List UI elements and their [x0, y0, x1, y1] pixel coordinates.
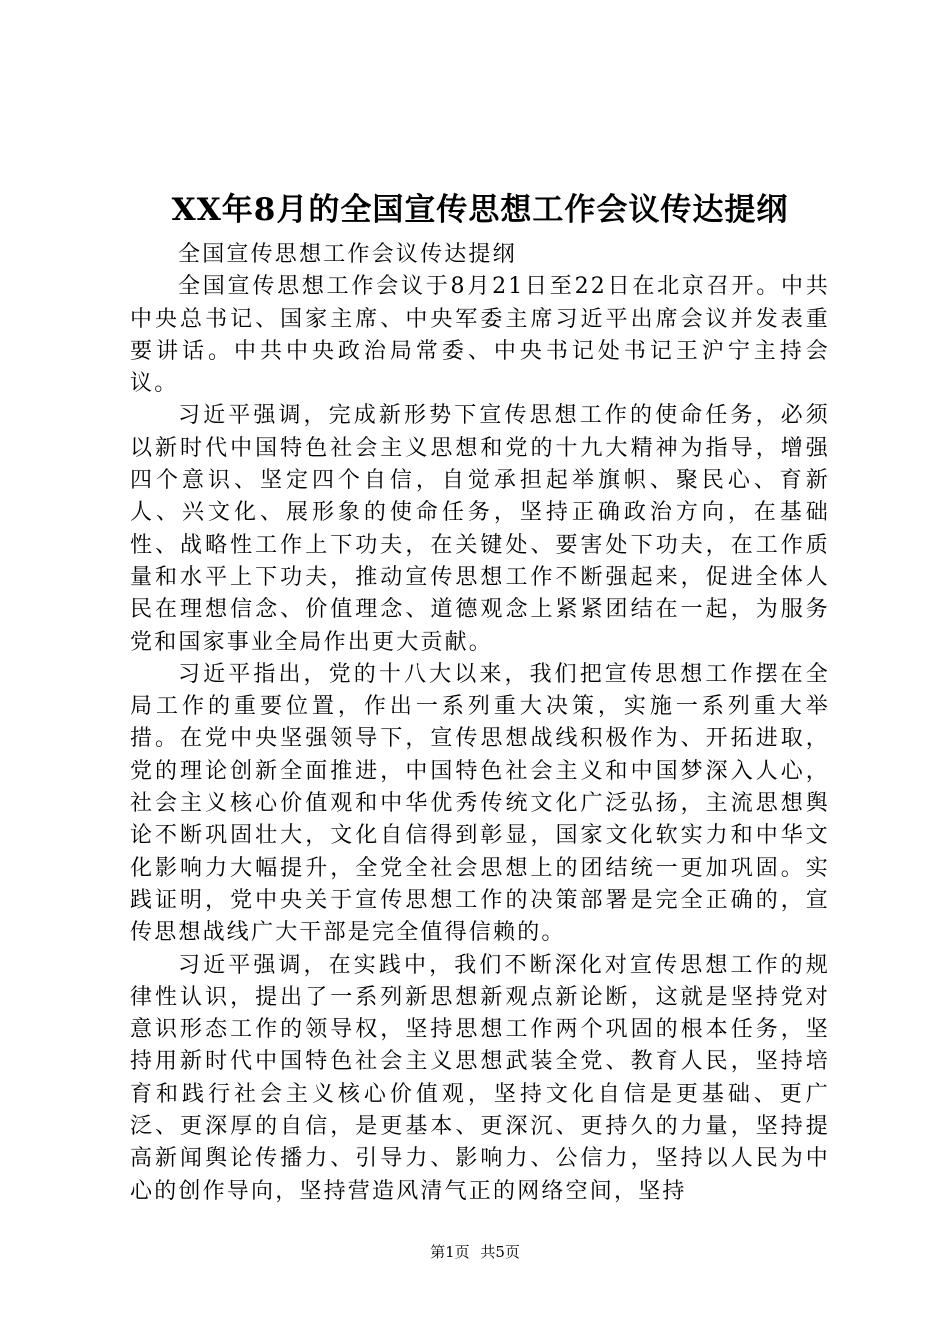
- paragraph-achievements: 习近平指出，党的十八大以来，我们把宣传思想工作摆在全局工作的重要位置，作出一系列重大决策，实施一系列重大举措。在党中央坚强领导下，宣传思想战线积极作为、开拓进取，党的理论创新全面推进，中国特色社会主义和中国梦深入人心，社会主义核心价值观和中华优秀传统文化广泛弘扬，主流思想舆论不断巩固壮大，文化自信得到彰显，国家文化软实力和中华文化影响力大幅提升，全党全社会思想上的团结统一更加巩固。实践证明，党中央关于宣传思想工作的决策部署是完全正确的，宣传思想战线广大干部是完全值得信赖的。: [130, 661, 830, 946]
- paragraph-principles: 习近平强调，在实践中，我们不断深化对宣传思想工作的规律性认识，提出了一系列新思想新观点新论断，这就是坚持党对意识形态工作的领导权，坚持思想工作两个巩固的根本任务，坚持用新时代中国特色社会主义思想武装全党、教育人民，坚持培育和践行社会主义核心价值观，坚持文化自信是更基础、更广泛、更深厚的自信，是更基本、更深沉、更持久的力量，坚持提高新闻舆论传播力、引导力、影响力、公信力，坚持以人民为中心的创作导向，坚持营造风清气正的网络空间，坚持: [130, 952, 830, 1204]
- page-number: 第1页: [430, 1243, 470, 1261]
- page-footer: [0, 1240, 950, 1264]
- paragraph-meeting-intro: 全国宣传思想工作会议于8月21日至22日在北京召开。中共中央总书记、国家主席、中央军委主席习近平出席会议并发表重要讲话。中共中央政治局常委、中央书记处书记王沪宁主持会议。: [130, 274, 830, 397]
- paragraph-subtitle: 全国宣传思想工作会议传达提纲: [178, 242, 517, 267]
- page-total: 共5页: [480, 1243, 520, 1261]
- paragraph-mission: 习近平强调，完成新形势下宣传思想工作的使命任务，必须以新时代中国特色社会主义思想和党的十九大精神为指导，增强四个意识、坚定四个自信，自觉承担起举旗帜、聚民心、育新人、兴文化、展形象的使命任务，坚持正确政治方向，在基础性、战略性工作上下功夫，在关键处、要害处下功夫，在工作质量和水平上下功夫，推动宣传思想工作不断强起来，促进全体人民在理想信念、价值理念、道德观念上紧紧团结在一起，为服务党和国家事业全局作出更大贡献。: [130, 403, 830, 655]
- document-body: [130, 239, 830, 1208]
- document-title: XX年8月的全国宣传思想工作会议传达提纲: [171, 192, 789, 228]
